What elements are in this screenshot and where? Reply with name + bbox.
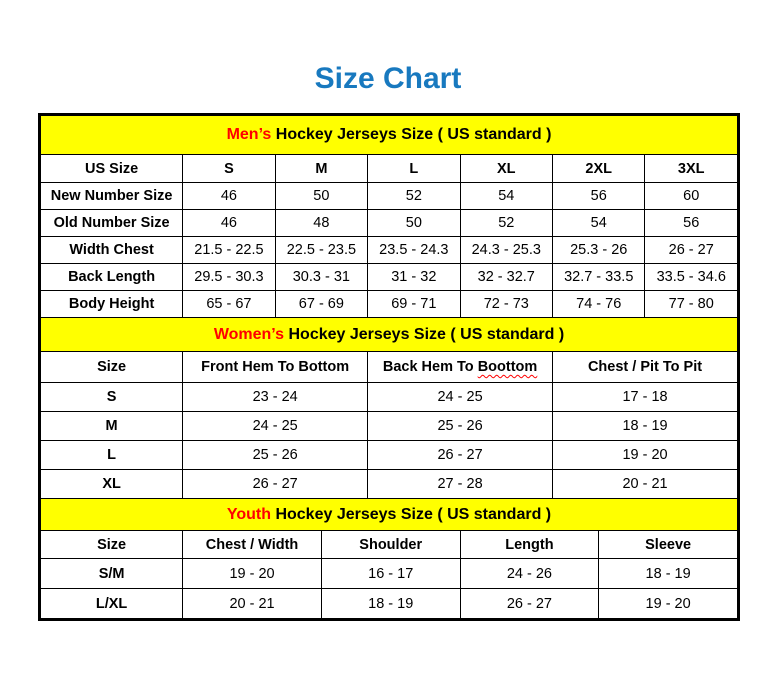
column-header: Chest / Pit To Pit [553, 352, 738, 383]
table-cell: 25.3 - 26 [553, 237, 645, 264]
table-cell: 20 - 21 [553, 470, 738, 499]
table-row [41, 237, 738, 264]
table-cell: 24 - 26 [460, 559, 599, 589]
table-row [41, 412, 738, 441]
table-cell: 26 - 27 [645, 237, 738, 264]
row-label: L/XL [41, 589, 183, 619]
table-cell: 23 - 24 [183, 383, 368, 412]
womens-section-title-rest: Hockey Jerseys Size ( US standard ) [284, 325, 565, 343]
table-cell: 52 [368, 183, 460, 210]
row-label: Old Number Size [41, 210, 183, 237]
table-cell: 18 - 19 [321, 589, 460, 619]
row-label: Back Length [41, 264, 183, 291]
row-label: S/M [41, 559, 183, 589]
column-header: Sleeve [599, 531, 738, 559]
youth-size-table [40, 498, 738, 619]
table-cell: 48 [275, 210, 367, 237]
row-label: Body Height [41, 291, 183, 318]
mens-section-band [41, 116, 738, 155]
table-row [41, 291, 738, 318]
row-label: Width Chest [41, 237, 183, 264]
mens-section-title-rest: Hockey Jerseys Size ( US standard ) [271, 126, 552, 143]
table-cell: 27 - 28 [368, 470, 553, 499]
column-header: M [275, 155, 367, 183]
table-cell: 60 [645, 183, 738, 210]
column-header: XL [460, 155, 552, 183]
column-header [368, 352, 553, 383]
table-cell: 56 [645, 210, 738, 237]
column-header: Chest / Width [183, 531, 322, 559]
row-label: M [41, 412, 183, 441]
row-label: XL [41, 470, 183, 499]
size-chart-table-group [38, 113, 740, 621]
table-row [41, 264, 738, 291]
table-cell: 50 [275, 183, 367, 210]
mens-section-title-highlight: Men’s [226, 126, 272, 143]
table-cell: 21.5 - 22.5 [183, 237, 275, 264]
column-header: Size [41, 352, 183, 383]
table-cell: 69 - 71 [368, 291, 460, 318]
table-cell: 19 - 20 [183, 559, 322, 589]
table-cell: 25 - 26 [183, 441, 368, 470]
column-header: L [368, 155, 460, 183]
table-cell: 30.3 - 31 [275, 264, 367, 291]
table-cell: 56 [553, 183, 645, 210]
column-header: 3XL [645, 155, 738, 183]
table-cell: 67 - 69 [275, 291, 367, 318]
table-row [41, 559, 738, 589]
table-cell: 54 [553, 210, 645, 237]
table-row [41, 183, 738, 210]
womens-section-title [41, 318, 738, 352]
table-cell: 19 - 20 [599, 589, 738, 619]
column-header: US Size [41, 155, 183, 183]
table-cell: 18 - 19 [599, 559, 738, 589]
table-cell: 24.3 - 25.3 [460, 237, 552, 264]
table-cell: 46 [183, 183, 275, 210]
table-cell: 24 - 25 [368, 383, 553, 412]
youth-section-band [41, 499, 738, 531]
table-cell: 26 - 27 [460, 589, 599, 619]
table-cell: 72 - 73 [460, 291, 552, 318]
youth-section-title-highlight: Youth [226, 505, 271, 523]
table-cell: 26 - 27 [368, 441, 553, 470]
table-cell: 25 - 26 [368, 412, 553, 441]
page-title: Size Chart [314, 62, 462, 95]
womens-section-title-highlight: Women’s [213, 325, 285, 343]
column-header: Front Hem To Bottom [183, 352, 368, 383]
table-row [41, 589, 738, 619]
table-cell: 23.5 - 24.3 [368, 237, 460, 264]
table-cell: 18 - 19 [553, 412, 738, 441]
column-header: 2XL [553, 155, 645, 183]
column-header: Length [460, 531, 599, 559]
row-label: S [41, 383, 183, 412]
table-cell: 52 [460, 210, 552, 237]
table-cell: 33.5 - 34.6 [645, 264, 738, 291]
table-cell: 54 [460, 183, 552, 210]
misspelled-word: Boottom [477, 359, 538, 375]
table-cell: 77 - 80 [645, 291, 738, 318]
table-cell: 26 - 27 [183, 470, 368, 499]
table-cell: 29.5 - 30.3 [183, 264, 275, 291]
table-cell: 32.7 - 33.5 [553, 264, 645, 291]
mens-header-row [41, 155, 738, 183]
table-row [41, 470, 738, 499]
table-cell: 31 - 32 [368, 264, 460, 291]
table-cell: 50 [368, 210, 460, 237]
table-row [41, 210, 738, 237]
column-header: Size [41, 531, 183, 559]
mens-size-table [40, 115, 738, 318]
womens-section-band [41, 318, 738, 352]
table-cell: 20 - 21 [183, 589, 322, 619]
table-cell: 74 - 76 [553, 291, 645, 318]
youth-section-title [41, 499, 738, 531]
column-header-text: Back Hem To [382, 359, 478, 375]
youth-section-title-rest: Hockey Jerseys Size ( US standard ) [271, 505, 552, 523]
row-label: New Number Size [41, 183, 183, 210]
table-row [41, 383, 738, 412]
table-cell: 24 - 25 [183, 412, 368, 441]
table-cell: 17 - 18 [553, 383, 738, 412]
row-label: L [41, 441, 183, 470]
table-cell: 65 - 67 [183, 291, 275, 318]
table-cell: 22.5 - 23.5 [275, 237, 367, 264]
table-cell: 19 - 20 [553, 441, 738, 470]
table-cell: 16 - 17 [321, 559, 460, 589]
table-cell: 46 [183, 210, 275, 237]
table-cell: 32 - 32.7 [460, 264, 552, 291]
womens-header-row [41, 352, 738, 383]
column-header: Shoulder [321, 531, 460, 559]
mens-section-title [41, 116, 738, 155]
womens-size-table [40, 317, 738, 499]
table-row [41, 441, 738, 470]
youth-header-row [41, 531, 738, 559]
column-header: S [183, 155, 275, 183]
